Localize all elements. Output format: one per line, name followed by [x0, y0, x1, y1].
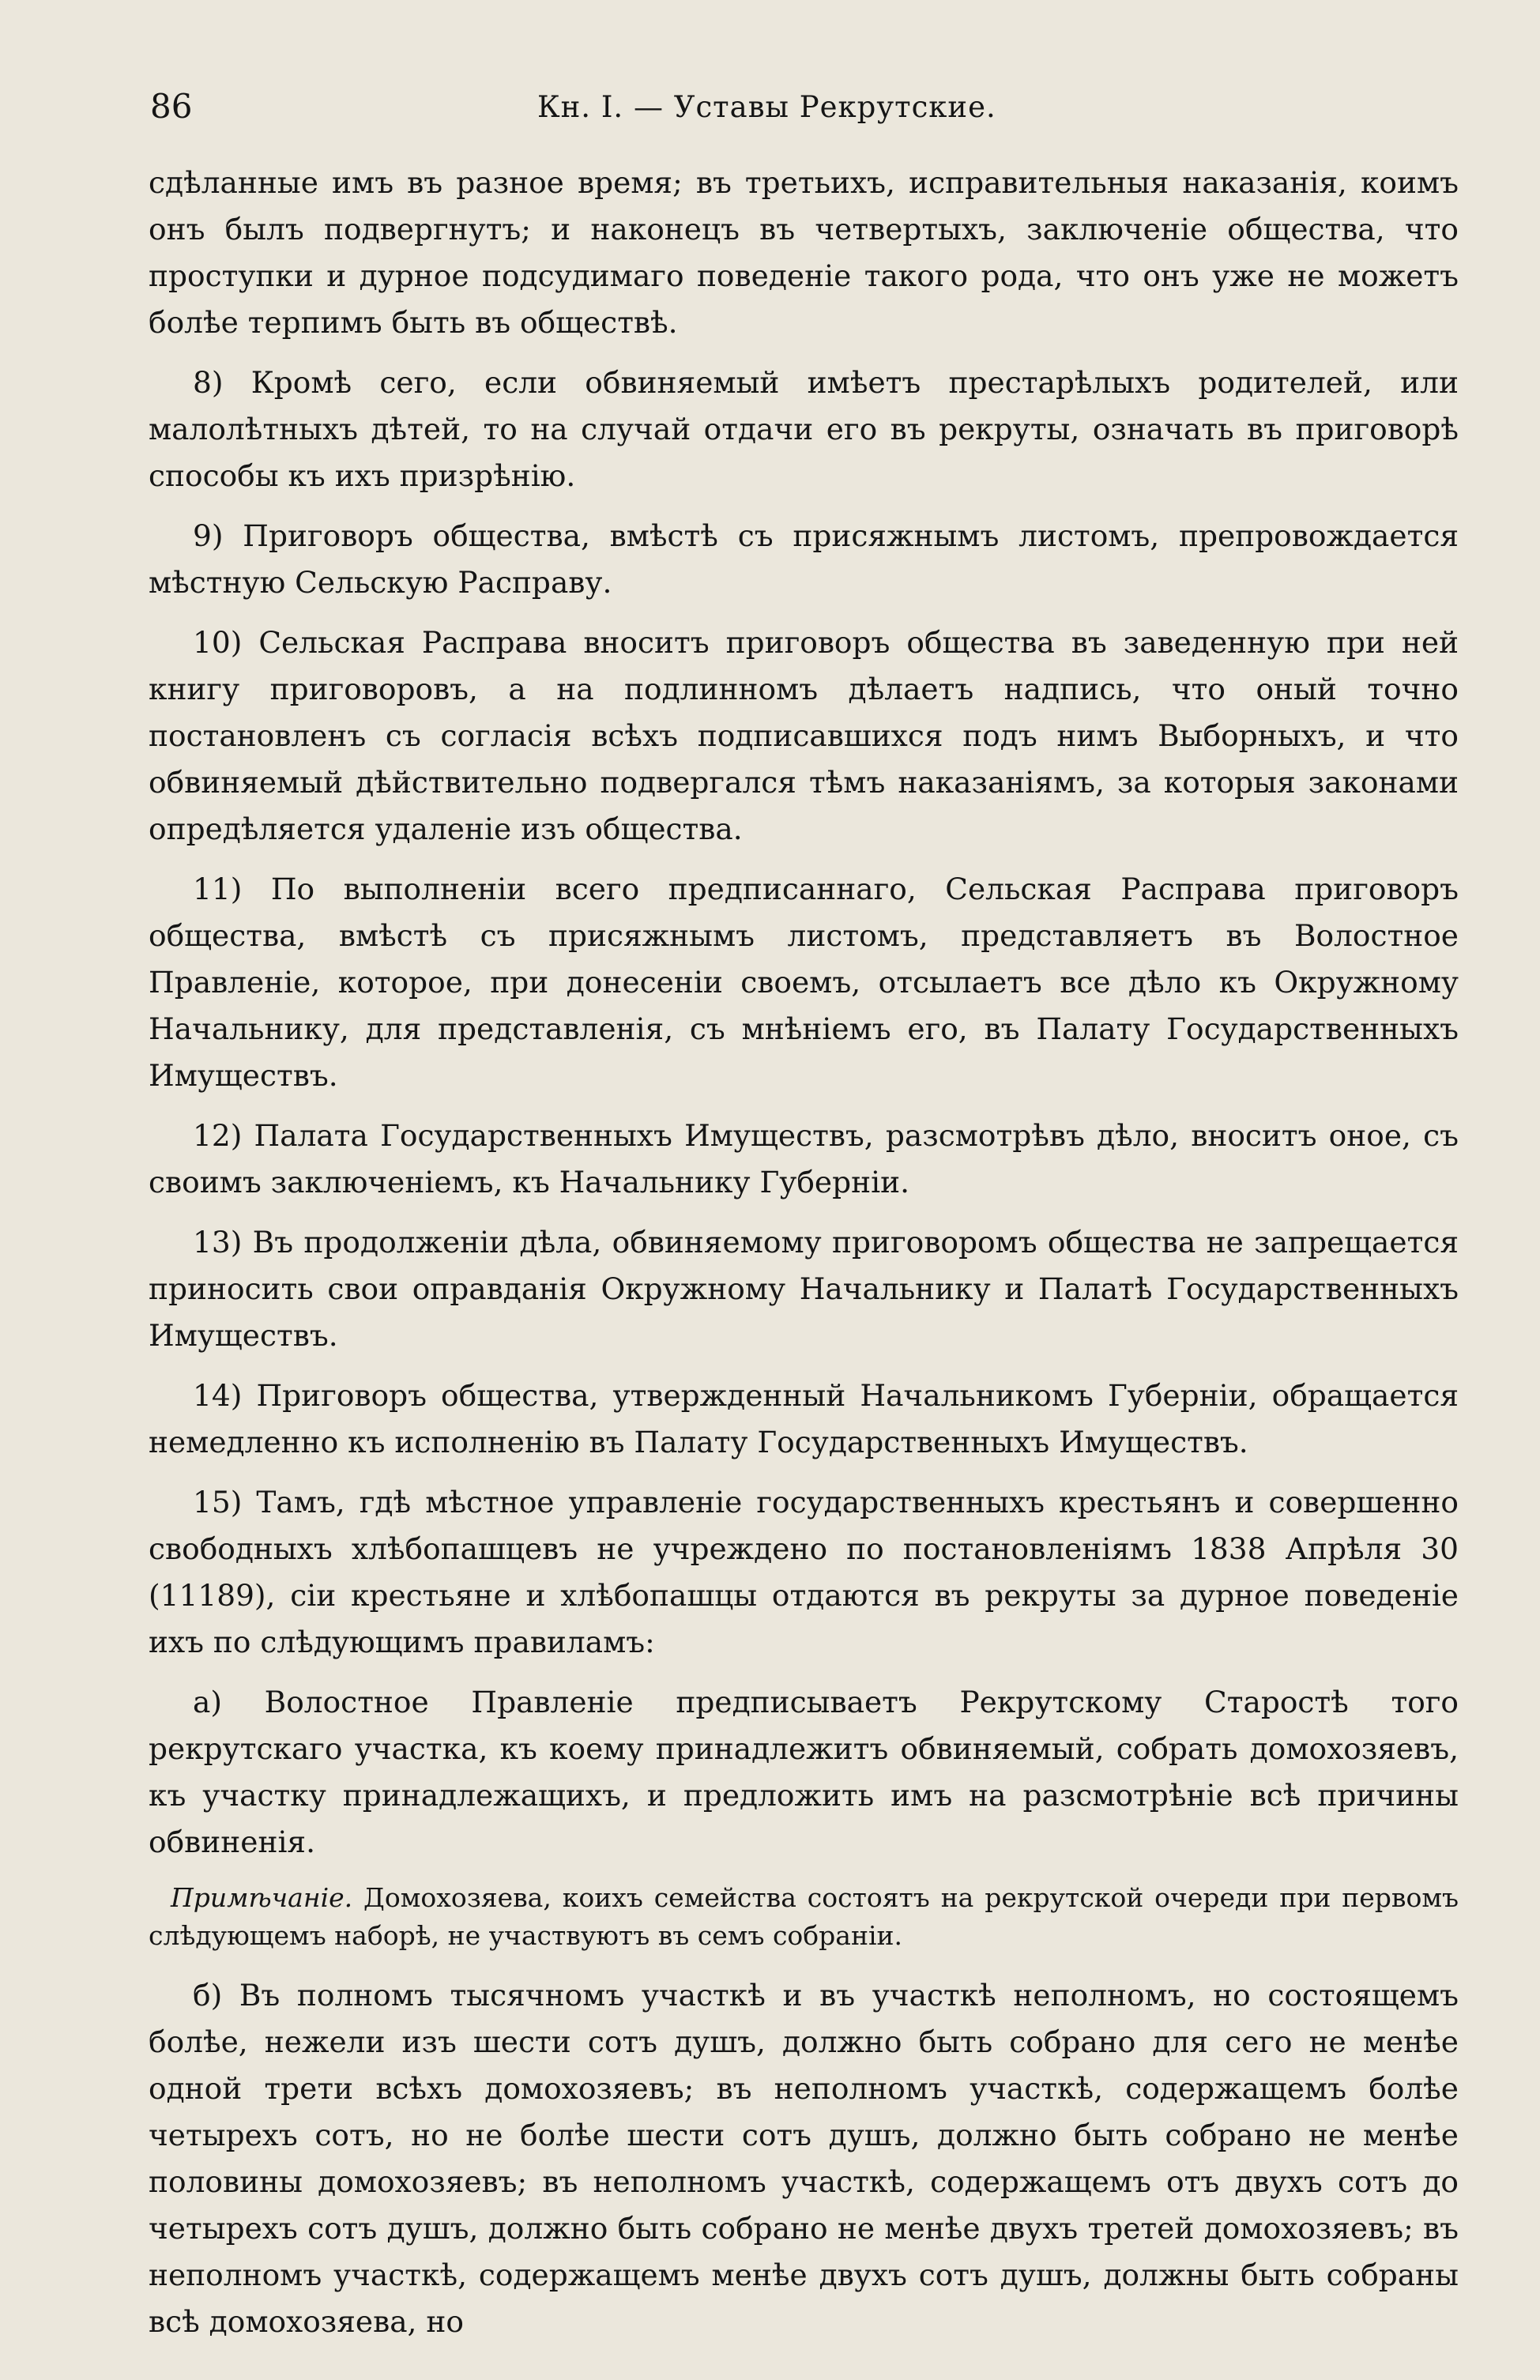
paragraph-14: 14) Приговоръ общества, утвержденный Начальникомъ Губерніи, обращается немедленно къ исполненію въ Палату Государственныхъ Имуществъ.: [149, 1378, 1459, 1459]
note-text: Домохозяева, коихъ семейства состоятъ на рекрутской очереди при первомъ слѣдующемъ наборѣ, не участвуютъ въ семъ собраніи.: [149, 1882, 1459, 1951]
paragraph-continuation: сдѣланные имъ въ разное время; въ третьихъ, исправительныя наказанія, коимъ онъ былъ подвергнутъ; и наконецъ въ четвертыхъ, заключеніе общества, что проступки и дурное подсудимаго поведеніе такого рода, что онъ уже не можетъ болѣе терпимъ быть въ обществѣ.: [149, 165, 1459, 340]
paragraph-15b: б) Въ полномъ тысячномъ участкѣ и въ участкѣ неполномъ, но состоящемъ болѣе, нежели изъ шести сотъ душъ, должно быть собрано для сего не менѣе одной трети всѣхъ домохозяевъ; въ неполномъ участкѣ, содержащемъ болѣе четырехъ сотъ, но не болѣе шести сотъ душъ, должно быть собрано не менѣе половины домохозяевъ; въ неполномъ участкѣ, содержащемъ отъ двухъ сотъ до четырехъ сотъ душъ, должно быть собрано не менѣе двухъ третей домохозяевъ; въ неполномъ участкѣ, содержащемъ менѣе двухъ сотъ душъ, должны быть собраны всѣ домохозяева, но: [149, 1978, 1459, 2339]
paragraph-10: 10) Сельская Расправа вноситъ приговоръ общества въ заведенную при ней книгу приговоровъ, а на подлинномъ дѣлаетъ надпись, что оный точно постановленъ съ согласія всѣхъ подписавшихся подъ нимъ Выборныхъ, и что обвиняемый дѣйствительно подвергался тѣмъ наказаніямъ, за которыя законами опредѣляется удаленіе изъ общества.: [149, 625, 1459, 846]
paragraph-9: 9) Приговоръ общества, вмѣстѣ съ присяжнымъ листомъ, препровождается мѣстную Сельскую Расправу.: [149, 518, 1459, 600]
note-label: Примѣчаніе.: [171, 1882, 353, 1913]
paragraph-15: 15) Тамъ, гдѣ мѣстное управленіе государственныхъ крестьянъ и совершенно свободныхъ хлѣбопашцевъ не учреждено по постановленіямъ 1838 Апрѣля 30 (11189), сіи крестьяне и хлѣбопашцы отдаются въ рекруты за дурное поведеніе ихъ по слѣдующимъ правиламъ:: [149, 1485, 1459, 1659]
paragraph-15a: а) Волостное Правленіе предписываетъ Рекрутскому Старостѣ того рекрутскаго участка, къ коему принадлежитъ обвиняемый, собрать домохозяевъ, къ участку принадлежащихъ, и предложить имъ на разсмотрѣніе всѣ причины обвиненія.: [149, 1685, 1459, 1859]
paragraph-13: 13) Въ продолженіи дѣла, обвиняемому приговоромъ общества не запрещается приносить свои оправданія Окружному Начальнику и Палатѣ Государственныхъ Имуществъ.: [149, 1225, 1459, 1353]
paragraph-11: 11) По выполненіи всего предписаннаго, Сельская Расправа приговоръ общества, вмѣстѣ съ присяжнымъ листомъ, представляетъ въ Волостное Правленіе, которое, при донесеніи своемъ, отсылаетъ все дѣло къ Окружному Начальнику, для представленія, съ мнѣніемъ его, въ Палату Государственныхъ Имуществъ.: [149, 872, 1459, 1093]
note-paragraph: [149, 1879, 1459, 1955]
paragraph-8: 8) Кромѣ сего, если обвиняемый имѣетъ престарѣлыхъ родителей, или малолѣтныхъ дѣтей, то на случай отдачи его въ рекруты, означать въ приговорѣ способы къ ихъ призрѣнію.: [149, 365, 1459, 493]
paragraph-12: 12) Палата Государственныхъ Имуществъ, разсмотрѣвъ дѣло, вноситъ оное, съ своимъ заключеніемъ, къ Начальнику Губерніи.: [149, 1118, 1459, 1199]
page-number: 86: [150, 87, 193, 126]
page-header: [149, 87, 1459, 160]
running-head: Кн. I. — Уставы Рекрутские.: [537, 90, 996, 124]
body-text: [149, 160, 1459, 2345]
